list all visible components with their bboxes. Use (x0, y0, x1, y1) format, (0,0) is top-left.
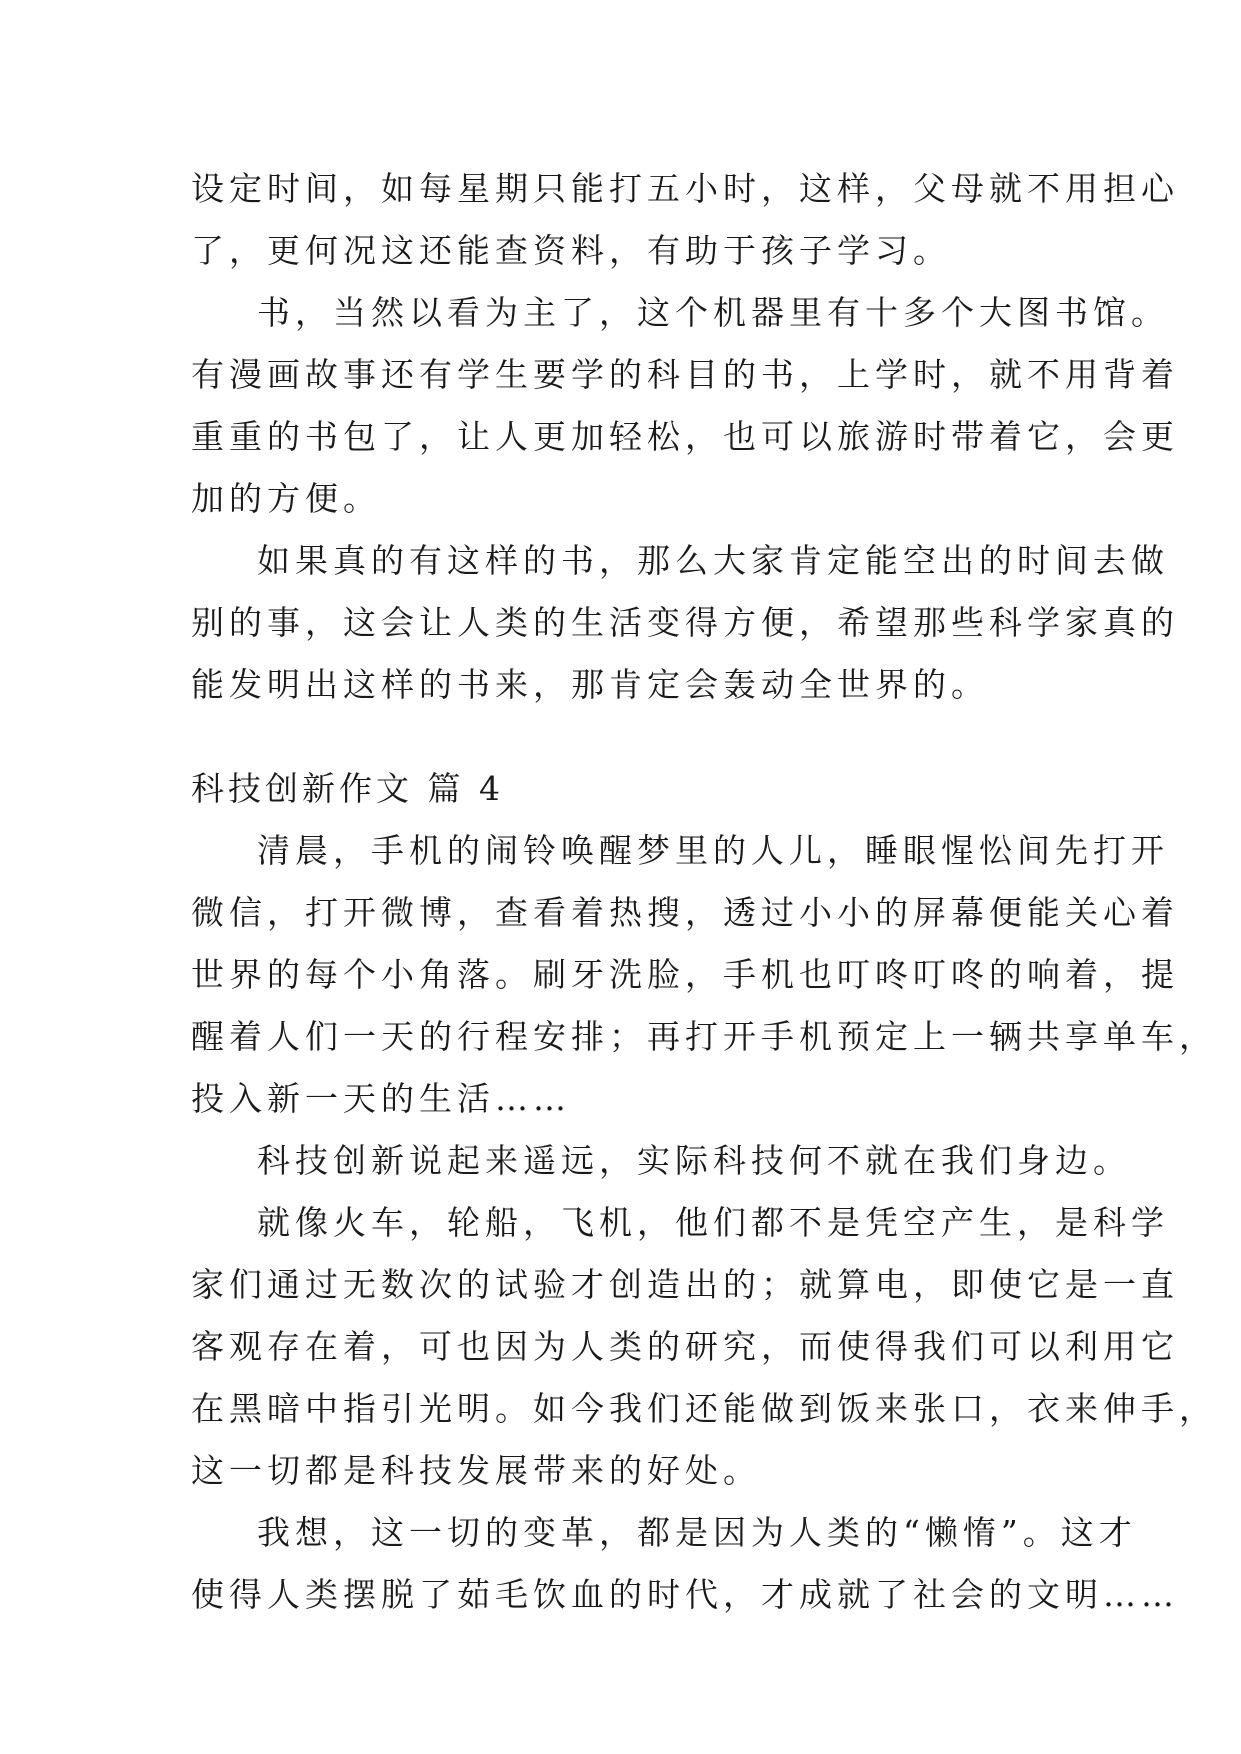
text-line: 能发明出这样的书来，那肯定会轰动全世界的。 (191, 665, 989, 704)
section-spacer (191, 716, 1051, 758)
text-line: 醒着人们一天的行程安排；再打开手机预定上一辆共享单车， (191, 1017, 1217, 1056)
text-line: 别的事，这会让人类的生活变得方便，希望那些科学家真的 (191, 603, 1179, 642)
text-line: 清晨，手机的闹铃唤醒梦里的人儿，睡眼惺忪间先打开 (257, 831, 1169, 870)
section-heading: 科技创新作文 篇 4 (191, 769, 504, 808)
text-line: 使得人类摆脱了茹毛饮血的时代，才成就了社会的文明…… (191, 1575, 1179, 1614)
text-line: 家们通过无数次的试验才创造出的；就算电，即使它是一直 (191, 1265, 1179, 1304)
text-line: 我想，这一切的变革，都是因为人类的“懒惰”。这才 (257, 1513, 1137, 1552)
text-line: 在黑暗中指引光明。如今我们还能做到饭来张口，衣来伸手， (191, 1389, 1217, 1428)
text-line: 设定时间，如每星期只能打五小时，这样，父母就不用担心 (191, 169, 1179, 208)
text-line: 就像火车，轮船，飞机，他们都不是凭空产生，是科学 (257, 1203, 1169, 1242)
text-line: 重重的书包了，让人更加轻松，也可以旅游时带着它，会更 (191, 417, 1179, 456)
paragraph (191, 530, 1179, 716)
paragraph (191, 820, 1217, 1130)
paragraph (191, 1192, 1217, 1502)
paragraph (191, 1502, 1179, 1626)
paragraph (191, 158, 1179, 282)
document-body (191, 158, 1217, 1626)
text-line: 加的方便。 (191, 479, 381, 518)
text-line: 科技创新说起来遥远，实际科技何不就在我们身边。 (257, 1141, 1131, 1180)
text-line: 如果真的有这样的书，那么大家肯定能空出的时间去做 (257, 541, 1169, 580)
text-line: 微信，打开微博，查看着热搜，透过小小的屏幕便能关心着 (191, 893, 1179, 932)
paragraph (191, 282, 1179, 530)
text-line: 投入新一天的生活…… (191, 1079, 571, 1118)
paragraph (191, 1130, 1131, 1192)
text-line: 这一切都是科技发展带来的好处。 (191, 1451, 761, 1490)
text-line: 书，当然以看为主了，这个机器里有十多个大图书馆。 (257, 293, 1169, 332)
text-line: 客观存在着，可也因为人类的研究，而使得我们可以利用它 (191, 1327, 1179, 1366)
text-line: 了，更何况这还能查资料，有助于孩子学习。 (191, 231, 951, 270)
text-line: 世界的每个小角落。刷牙洗脸，手机也叮咚叮咚的响着，提 (191, 955, 1179, 994)
text-line: 有漫画故事还有学生要学的科目的书，上学时，就不用背着 (191, 355, 1179, 394)
